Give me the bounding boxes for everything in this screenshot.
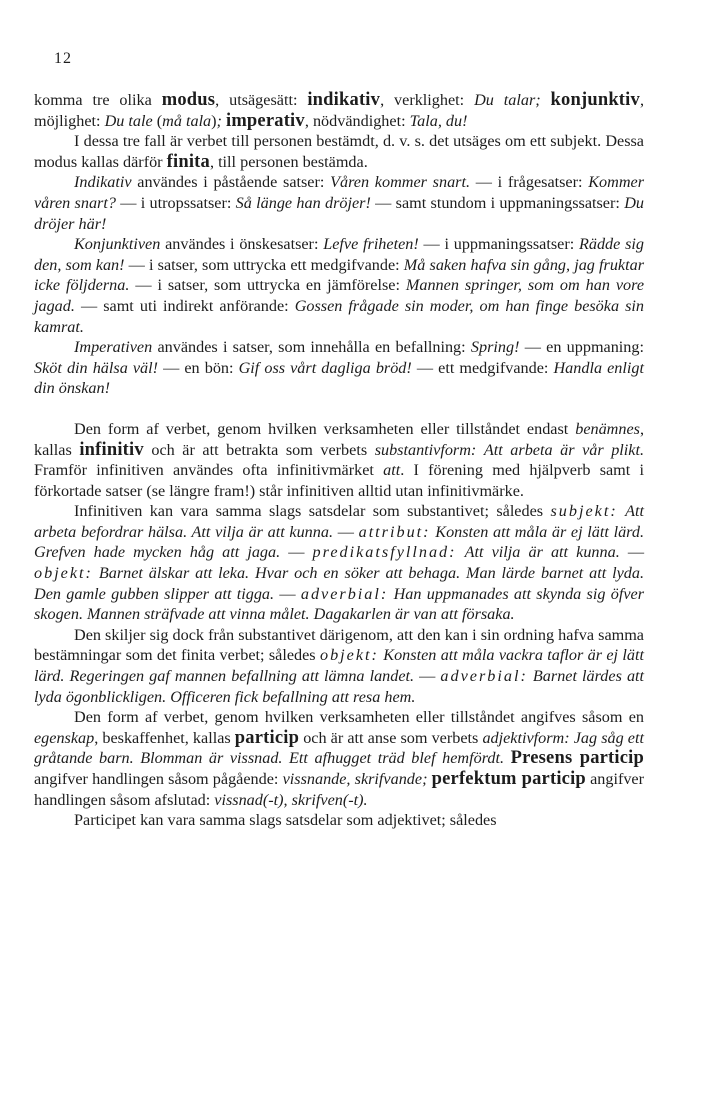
paragraph <box>34 707 644 810</box>
text-run: — en uppmaning: <box>519 338 644 357</box>
bold-term: particip <box>234 727 300 748</box>
text-run <box>618 502 625 520</box>
text-run: — i frågesatser: <box>470 173 589 192</box>
italic-example: Du tale <box>104 111 153 130</box>
bold-term: indikativ <box>307 90 381 110</box>
bold-term: konjunktiv <box>550 90 640 110</box>
italic-example: Konsten att måla är ej lätt lärd. Grefven hade mycken håg att jaga. <box>34 522 645 562</box>
text-run: — samt stundom i uppmaningssatser: <box>370 193 625 212</box>
page-number: 12 <box>54 50 72 67</box>
text-run: . I förening med hjälpverb samt i förkortade satser (se längre fram!) står infinitiven alltid utan infinitivmärke. <box>34 461 644 500</box>
text-run <box>504 749 511 767</box>
text-run: komma tre olika <box>34 91 162 109</box>
text-run: användes i satser, som innehålla en befallning: <box>152 338 471 357</box>
italic-example: Konsten att måla vackra taflor är ej lätt lärd. Regeringen gaf mannen befallning att lämna landet. <box>34 646 644 686</box>
text-run: ) <box>211 111 217 130</box>
text-run: — <box>274 584 301 603</box>
paragraph <box>34 337 644 399</box>
italic-example: Tala, du! <box>409 111 468 130</box>
text-run: , verklighet: <box>380 91 475 109</box>
text-run <box>457 543 465 561</box>
text-run <box>541 91 551 109</box>
text-run: — i satser, som uttrycka en jämförelse: <box>129 276 406 295</box>
bold-term: Presens particip <box>510 748 644 769</box>
italic-example: Barnet älskar att leka. Hvar och en söker att behaga. Man lärde barnet att lyda. Den gamle gubben slipper att tigga. <box>34 564 645 603</box>
bold-term: infinitiv <box>79 439 144 460</box>
text-run: Den form af verbet, genom hvilken verksamheten eller tillståndet endast <box>74 419 576 438</box>
italic-example: Sköt din hälsa väl! <box>34 358 159 377</box>
text-run: — i uppmaningssatser: <box>418 235 579 254</box>
paragraph <box>34 234 644 337</box>
italic-example: vissnande, skrifvande; <box>282 770 428 788</box>
text-run: användes i önskesatser: <box>160 235 324 254</box>
text-run: och är att betrakta som verbets <box>143 440 375 459</box>
spaced-label: objekt: <box>34 564 93 583</box>
text-run: , till personen bestämda. <box>209 152 368 171</box>
italic-example: Konjunktiven <box>74 235 161 254</box>
bold-term: perfektum particip <box>431 769 586 789</box>
text-run: angifver handlingen såsom afslutad: <box>34 770 644 809</box>
text-run <box>476 441 484 459</box>
italic-example: Må saken hafva sin gång, jag fruktar icke följderna. <box>34 255 644 295</box>
italic-example: Imperativen <box>74 338 153 357</box>
body-text <box>34 90 644 831</box>
italic-example: ; <box>216 111 222 130</box>
text-run: — <box>414 667 441 686</box>
text-run: — i satser, som uttrycka ett medgifvande: <box>124 255 404 274</box>
text-run: , möjlighet: <box>34 91 644 130</box>
text-run: Infinitiven kan vara samma slags satsdelar som substantivet; således <box>74 502 551 521</box>
paragraph <box>34 810 644 831</box>
text-run: Den form af verbet, genom hvilken verksamheten eller tillståndet angifves såsom en <box>74 708 644 727</box>
spaced-label: predikatsfyllnad: <box>312 543 457 562</box>
spaced-label: adverbial: <box>300 584 389 603</box>
spaced-label: subjekt: <box>550 502 618 521</box>
text-run: — <box>280 543 313 562</box>
paragraph <box>34 90 644 131</box>
italic-example: att <box>383 461 401 480</box>
text-run: — samt uti indirekt anförande: <box>74 296 295 315</box>
text-run: — <box>333 522 359 541</box>
paragraph <box>34 172 644 234</box>
text-run: — <box>619 543 645 562</box>
bold-term: finita <box>166 151 210 172</box>
paragraph <box>34 419 644 501</box>
paragraph <box>34 131 644 172</box>
spaced-label: objekt: <box>319 646 379 665</box>
text-run: I dessa tre fall är verbet till personen bestämdt, d. v. s. det utsäges om ett subjekt. Dessa modus kallas därför <box>34 132 644 171</box>
italic-example: Du talar; <box>474 91 541 109</box>
text-run: Framför infinitiven användes ofta infinitivmärket <box>34 461 384 480</box>
text-run: angifver handlingen såsom pågående: <box>34 770 283 788</box>
text-run: , nödvändighet: <box>304 111 410 130</box>
text-run: användes i påstående satser: <box>131 173 331 192</box>
italic-example: adjektivform: Jag såg ett gråtande barn. Blomman är vissnad. Ett afhugget träd blef hemfördt. <box>34 728 644 768</box>
italic-example: vissnad(-t), skrifven(-t). <box>214 790 368 809</box>
italic-example: Barnet lärdes att lyda ögonblickligen. Officeren fick befallning att resa hem. <box>34 667 645 706</box>
italic-example: egenskap <box>34 728 95 747</box>
italic-example: Gossen frågade sin moder, om han finge besöka sin kamrat. <box>34 296 644 336</box>
italic-example: benämnes <box>575 419 640 438</box>
italic-example: Att arbeta är vår plikt. <box>483 440 645 459</box>
italic-example: Han uppmanades att skynda sig öfver skogen. Mannen sträfvade att vinna målet. Dagakarlen är van att försaka. <box>34 584 645 624</box>
text-run: och är att anse som verbets <box>299 728 483 747</box>
paragraph <box>34 625 644 707</box>
text-run: , kallas <box>34 419 644 459</box>
text-run: ( <box>152 111 163 130</box>
italic-example: Våren kommer snart. <box>330 173 471 192</box>
italic-example: Handla enligt din önskan! <box>34 358 644 398</box>
bold-term: modus <box>161 90 216 110</box>
text-run: — i utropssatser: <box>115 193 236 212</box>
italic-example: Gif oss vårt dagliga bröd! <box>238 358 412 377</box>
text-run: — en bön: <box>158 358 239 377</box>
italic-example: Du dröjer här! <box>34 193 644 233</box>
italic-example: Lefve friheten! <box>323 235 419 254</box>
text-run: , utsägesätt: <box>215 91 308 109</box>
spaced-label: adverbial: <box>440 667 528 686</box>
italic-example: Så länge han dröjer! <box>235 193 371 212</box>
italic-example: substantivform: <box>374 440 477 459</box>
italic-example: må tala <box>162 111 212 130</box>
italic-example: Att arbeta befordrar hälsa. Att vilja är att kunna. <box>34 502 644 541</box>
text-run: , beskaffenhet, kallas <box>94 728 235 747</box>
paragraph <box>34 501 644 625</box>
italic-example: Att vilja är att kunna. <box>464 543 620 562</box>
italic-example: Spring! <box>470 338 520 357</box>
text-run: — ett medgifvande: <box>411 358 554 377</box>
italic-example: Indikativ <box>74 173 132 192</box>
italic-example: Mannen springer, som om han vore jagad. <box>34 276 645 315</box>
text-run: Participet kan vara samma slags satsdelar som adjektivet; således <box>74 811 497 830</box>
bold-term: imperativ <box>225 110 305 131</box>
italic-example: Kommer våren snart? <box>34 173 644 212</box>
spaced-label: attribut: <box>358 522 431 541</box>
text-run: Den skiljer sig dock från substantivet därigenom, att den kan i sin ordning hafva samma bestämningar som det finita verbet; således <box>34 625 644 665</box>
italic-example: Rädde sig den, som kan! <box>34 235 644 274</box>
